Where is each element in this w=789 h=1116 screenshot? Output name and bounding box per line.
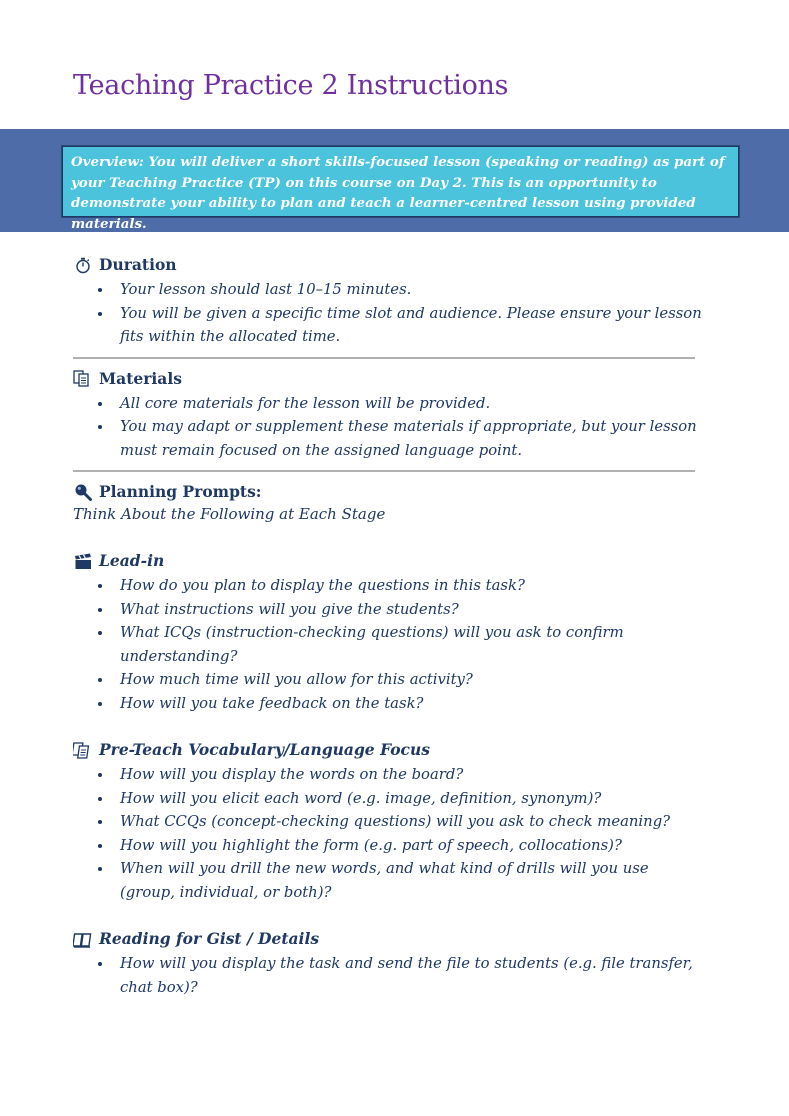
clapperboard-icon [73, 552, 93, 570]
list-item: All core materials for the lesson will be provided. [120, 392, 713, 416]
list-item: How will you highlight the form (e.g. part of speech, collocations)? [120, 834, 713, 858]
divider [73, 470, 695, 472]
preteach-list [73, 763, 713, 904]
materials-heading-text: Materials [99, 368, 182, 388]
magnifier-icon [73, 483, 93, 501]
documents-icon [73, 741, 93, 759]
list-item: You may adapt or supplement these materials if appropriate, but your lesson must remain focused on the assigned language point. [120, 415, 713, 462]
duration-heading-text: Duration [99, 255, 177, 274]
list-item: You will be given a specific time slot and audience. Please ensure your lesson fits within the allocated time. [120, 302, 713, 349]
documents-icon [73, 370, 93, 388]
list-item: What CCQs (concept-checking questions) will you ask to check meaning? [120, 810, 713, 834]
preteach-heading-text: Pre-Teach Vocabulary/Language Focus [99, 740, 430, 759]
leadin-list [73, 574, 713, 715]
list-item: What ICQs (instruction-checking questions) will you ask to confirm understanding? [120, 621, 713, 668]
stopwatch-icon [73, 256, 93, 274]
planning-subtitle: Think About the Following at Each Stage [73, 505, 386, 523]
list-item: How much time will you allow for this activity? [120, 668, 713, 692]
page-title: Teaching Practice 2 Instructions [73, 70, 509, 101]
reading-list [73, 952, 713, 999]
materials-list [73, 392, 713, 463]
duration-heading [73, 254, 713, 276]
list-item: Your lesson should last 10–15 minutes. [120, 278, 713, 302]
reading-section [73, 928, 713, 999]
open-book-icon [73, 930, 93, 948]
materials-section [73, 368, 713, 463]
planning-section [73, 481, 713, 526]
leadin-heading [73, 550, 713, 572]
list-item: How will you display the words on the board? [120, 763, 713, 787]
leadin-heading-text: Lead-in [99, 551, 165, 570]
duration-section [73, 254, 713, 349]
list-item: When will you drill the new words, and what kind of drills will you use (group, individual, or both)? [120, 857, 713, 904]
preteach-heading [73, 739, 713, 761]
duration-list [73, 278, 713, 349]
divider [73, 357, 695, 359]
list-item: What instructions will you give the students? [120, 598, 713, 622]
list-item: How do you plan to display the questions in this task? [120, 574, 713, 598]
planning-heading-text: Planning Prompts: [99, 482, 262, 501]
document-body [73, 254, 713, 999]
materials-heading [73, 368, 713, 390]
overview-box: Overview: You will deliver a short skills-focused lesson (speaking or reading) as part of your Teaching Practice (TP) on this course on Day 2. This is an opportunity to demonstrate your ability to plan and teach a learner-centred lesson using provided materials. [62, 146, 739, 217]
list-item: How will you take feedback on the task? [120, 692, 713, 716]
leadin-section [73, 550, 713, 715]
preteach-section [73, 739, 713, 904]
list-item: How will you elicit each word (e.g. image, definition, synonym)? [120, 787, 713, 811]
list-item: How will you display the task and send the file to students (e.g. file transfer, chat box)? [120, 952, 713, 999]
planning-heading [73, 481, 713, 503]
reading-heading-text: Reading for Gist / Details [99, 929, 320, 948]
reading-heading [73, 928, 713, 950]
